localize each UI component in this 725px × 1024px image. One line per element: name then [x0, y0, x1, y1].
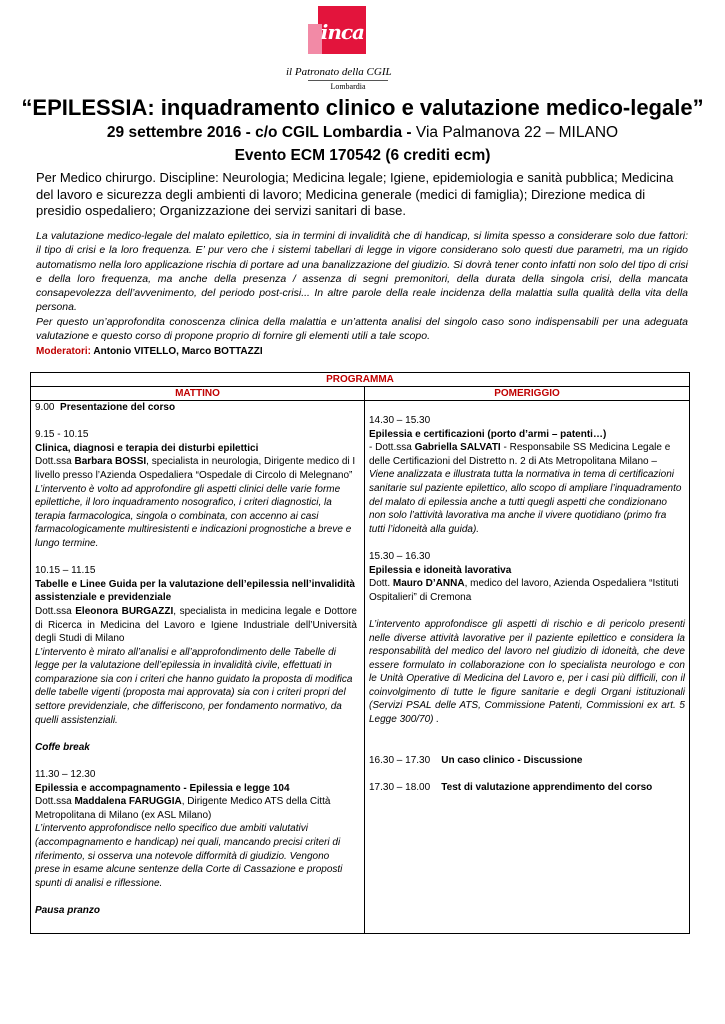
session-time: 16.30 – 17.30 [369, 754, 431, 766]
speaker-title: Dott.ssa [35, 605, 76, 617]
session-clinic [35, 428, 357, 550]
speaker-name: Eleonora BURGAZZI [75, 605, 174, 617]
session-test [369, 781, 685, 795]
speaker-role: - Responsabile SS Medicina Legale e delle Certificazioni del Distretto n. 2 di Ats Metropolitana Milano – [369, 442, 671, 467]
session-title: Epilessia e idoneità lavorativa [369, 564, 512, 576]
session-tables [35, 564, 357, 727]
session-time: 9.15 - 10.15 [35, 429, 89, 441]
session-title: Clinica, diagnosi e terapia dei disturbi epilettici [35, 442, 259, 454]
speaker-title: Dott.ssa [35, 456, 75, 468]
session-description: L’intervento è volto ad approfondire gli aspetti clinici delle varie forme epilettiche, il loro inquadramento nosografico, i criteri diagnostici, la terapia farmacologica, singola o combinata, con accenno ai casi farmacologicamente multiresistenti e indicazioni prognostiche a breve e lungo termine. [35, 483, 352, 549]
session-work-fitness [369, 550, 685, 727]
moderators [36, 346, 263, 357]
session-time: 17.30 – 18.00 [369, 781, 431, 793]
inca-logo [286, 6, 410, 91]
speaker-name: Gabriella SALVATI [414, 442, 501, 454]
moderators-names: Antonio VITELLO, Marco BOTTAZZI [91, 346, 263, 357]
intro-paragraph-1: La valutazione medico-legale del malato epilettico, sia in termini di invalidità che di handicap, si limita spesso a considerare solo due fattori: il tipo di crisi e la loro frequenza. E’ pur vero che i sistemi tabellari di legge in vigore considerano solo questi due parametri, ma un rigido automatismo nella loro applicazione rischia di portare ad una banalizzazione del giudizio. Si dovrà tener conto infatti non solo del tipo di crisi e della loro frequenza, ma anche della presenza / assenza di segni premonitori, della durata della singola crisi, della mancata consapevolezza dell’avvenimento, del periodo post-crisi... In altre parole della reale incidenza della malattia sulla qualità della vita della persona. [36, 230, 688, 314]
session-description: L’intervento approfondisce nello specifico due ambiti valutativi (accompagnamento e handicap) nei quali, mancando precisi criteri di riferimento, si osserva una notevole difformità di giudizio. Vengono prese in esame alcune sentenze della Corte di Cassazione e proposti spunti di analisi e riflessione. [35, 823, 343, 889]
session-presentation [35, 401, 357, 415]
session-certifications [369, 414, 685, 536]
speaker-role: , Dirigente Medico ATS della Città Metropolitana di Milano (ex ASL Milano) [35, 796, 331, 821]
session-title: Epilessia e certificazioni (porto d’armi – patenti…) [369, 428, 607, 440]
lunch-break: Pausa pranzo [35, 904, 101, 916]
morning-column [35, 401, 357, 918]
speaker-role: , specialista in medicina legale e Dottore di Ricerca in Medicina del Lavoro e Igiene Industriale dell’Università degli Studi di Milano [35, 605, 357, 645]
session-title: Presentazione del corso [60, 402, 176, 413]
speaker-role: , specialista in neurologia, Dirigente medico di I livello presso l’Azienda Ospedaliera “Ospedale di Circolo di Melegnano” [35, 456, 356, 481]
disciplines-text: Per Medico chirurgo. Discipline: Neurologia; Medicina legale; Igiene, epidemiologia e sanità pubblica; Medicina del lavoro e sicurezza degli ambienti di lavoro; Medicina generale (medici di famiglia); Direzione medica di presidio ospedaliero; Organizzazione dei servizi sanitari di base. [36, 170, 674, 218]
session-title: Tabelle e Linee Guida per la valutazione dell’epilessia nell’invalidità assistenziale e previdenziale [35, 578, 355, 604]
session-speaker [35, 455, 357, 482]
session-time: 11.30 – 12.30 [35, 769, 96, 781]
session-time: 9.00 [35, 402, 55, 413]
intro-paragraph-2: Per questo un’approfondita conoscenza clinica della malattia e un’attenta analisi del singolo caso sono indispensabili per una adeguata valutazione e questo corso di propone proprio di fornire gli elementi utili a tale scopo. [36, 315, 688, 343]
event-date-location [0, 124, 725, 142]
column-divider [364, 387, 365, 933]
logo-mark [318, 6, 366, 54]
session-time: 14.30 – 15.30 [369, 415, 431, 426]
morning-header: MATTINO [31, 387, 364, 401]
spacer [369, 604, 685, 618]
session-speaker [35, 605, 357, 646]
program-title: PROGRAMMA [31, 373, 689, 387]
intro-text [36, 229, 688, 343]
session-title: Test di valutazione apprendimento del corso [441, 781, 653, 793]
program-table [30, 372, 690, 934]
page-title: “EPILESSIA: inquadramento clinico e valutazione medico-legale” [21, 95, 704, 120]
session-title: Epilessia e accompagnamento - Epilessia e legge 104 [35, 782, 290, 794]
speaker-title: Dott.ssa [35, 796, 75, 808]
speaker-title: - Dott.ssa [369, 442, 415, 454]
session-speaker [369, 441, 685, 468]
session-title: Un caso clinico - Discussione [441, 754, 583, 766]
session-accompaniment [35, 768, 357, 890]
session-time: 15.30 – 16.30 [369, 550, 431, 562]
speaker-title: Dott. [369, 578, 393, 590]
session-speaker [35, 795, 357, 822]
session-case-study [369, 754, 685, 768]
session-description: L’intervento è mirato all’analisi e all’approfondimento delle Tabelle di legge per la valutazione dell’epilessia in invalidità civile, effettuati in comparazione sia con i criteri che hanno guidato la proposta di modifica delle tabelle vigenti (proposta mai approvata) sia con i criteri propri del settore previdenziale, che differiscono, per fondamento normativo, da quelli assistenziali. [35, 646, 353, 726]
session-description: L’intervento approfondisce gli aspetti di rischio e di pericolo presenti nelle diverse attività lavorative per il paziente epilettico e considera la responsabilità del medico del lavoro nel giudizio di idoneità, che deve essere formulato in collaborazione con lo specialista neurologo e con le Unità Operative di Medicina del Lavoro e, per i casi più difficili, con il coinvolgimento di tutte le figure sanitarie e degli Organi istituzionali (Servizi PSAL delle ATS, Commissione Patenti, Commissioni ex art. 5 Legge 300/70) . [369, 618, 685, 726]
event-date: 29 settembre 2016 - c/o CGIL Lombardia - [106, 124, 412, 141]
logo-tagline: il Patronato della CGIL [286, 66, 392, 78]
logo-region: Lombardia [330, 82, 366, 91]
session-description: Viene analizzata e illustrata tutta la normativa in tema di certificazioni sanitarie sul paziente epilettico, allo scopo di ampliare l’inquadramento del malato di epilessia anche a tutti quegli aspetti che condizionano non solo l’attività lavorativa ma anche il vivere quotidiano (primo fra tutti l’idoneità alla guida). [369, 469, 682, 535]
speaker-name: Maddalena FARUGGIA [74, 796, 182, 808]
moderators-label: Moderatori: [36, 346, 91, 357]
coffee-break: Coffe break [35, 741, 90, 753]
event-address: Via Palmanova 22 – MILANO [411, 124, 619, 141]
logo-word: inca [320, 20, 364, 44]
speaker-name: Mauro D’ANNA [392, 578, 465, 590]
afternoon-header: POMERIGGIO [365, 387, 689, 401]
logo-divider [308, 80, 388, 81]
ecm-event-code: Evento ECM 170542 (6 crediti ecm) [234, 147, 491, 164]
session-speaker [369, 577, 685, 604]
speaker-name: Barbara BOSSI [74, 456, 147, 468]
speaker-role: , medico del lavoro, Azienda Ospedaliera “Istituti Ospitalieri” di Cremona [369, 578, 679, 603]
session-time: 10.15 – 11.15 [35, 565, 96, 577]
afternoon-column [369, 414, 685, 794]
